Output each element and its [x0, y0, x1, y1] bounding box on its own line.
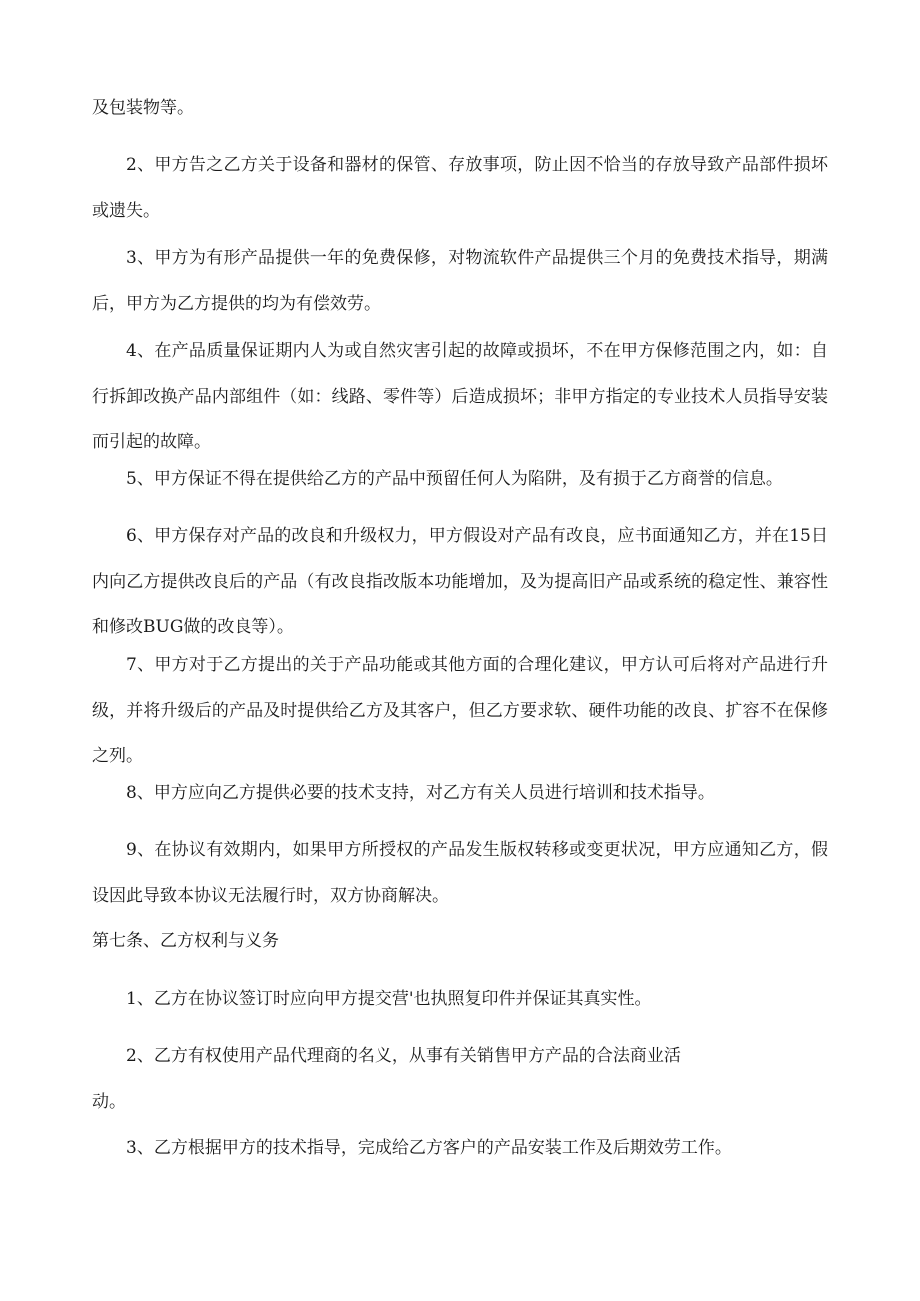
clause-item-a9: 9、在协议有效期内，如果甲方所授权的产品发生版权转移或变更状况，甲方应通知乙方，假设因此导致本协议无法履行时，双方协商解决。 — [92, 840, 828, 906]
clause-item-a4: 4、在产品质量保证期内人为或自然灾害引起的故障或损坏，不在甲方保修范围之内，如：自行拆卸改换产品内部组件（如：线路、零件等）后造成损坏；非甲方指定的专业技术人员指导安装而引起的故障。 — [92, 341, 828, 452]
clause-item-b2-continuation: 动。 — [92, 1092, 126, 1112]
clause-item-a7: 7、甲方对于乙方提出的关于产品功能或其他方面的合理化建议，甲方认可后将对产品进行升级，并将升级后的产品及时提供给乙方及其客户，但乙方要求软、硬件功能的改良、扩容不在保修之列。 — [92, 655, 828, 766]
clause-item-b1: 1、乙方在协议签订时应向甲方提交营'也执照复印件并保证其真实性。 — [126, 989, 652, 1009]
continuation-paragraph: 及包装物等。 — [92, 98, 194, 118]
clause-item-a5: 5、甲方保证不得在提供给乙方的产品中预留任何人为陷阱，及有损于乙方商誉的信息。 — [126, 469, 783, 489]
clause-item-a2: 2、甲方告之乙方关于设备和器材的保管、存放事项，防止因不恰当的存放导致产品部件损坏或遗失。 — [92, 155, 828, 221]
clause-item-b3: 3、乙方根据甲方的技术指导，完成给乙方客户的产品安装工作及后期效劳工作。 — [126, 1138, 732, 1158]
section-heading: 第七条、乙方权利与义务 — [92, 931, 279, 951]
clause-item-b2: 2、乙方有权使用产品代理商的名义，从事有关销售甲方产品的合法商业活 — [126, 1046, 681, 1066]
clause-item-a6: 6、甲方保存对产品的改良和升级权力，甲方假设对产品有改良，应书面通知乙方，并在15日内向乙方提供改良后的产品（有改良指改版本功能增加，及为提高旧产品或系统的稳定性、兼容性和修改BUG做的改良等）。 — [92, 526, 828, 637]
clause-item-a8: 8、甲方应向乙方提供必要的技术支持，对乙方有关人员进行培训和技术指导。 — [126, 783, 715, 803]
clause-item-a3: 3、甲方为有形产品提供一年的免费保修，对物流软件产品提供三个月的免费技术指导，期满后，甲方为乙方提供的均为有偿效劳。 — [92, 248, 828, 314]
